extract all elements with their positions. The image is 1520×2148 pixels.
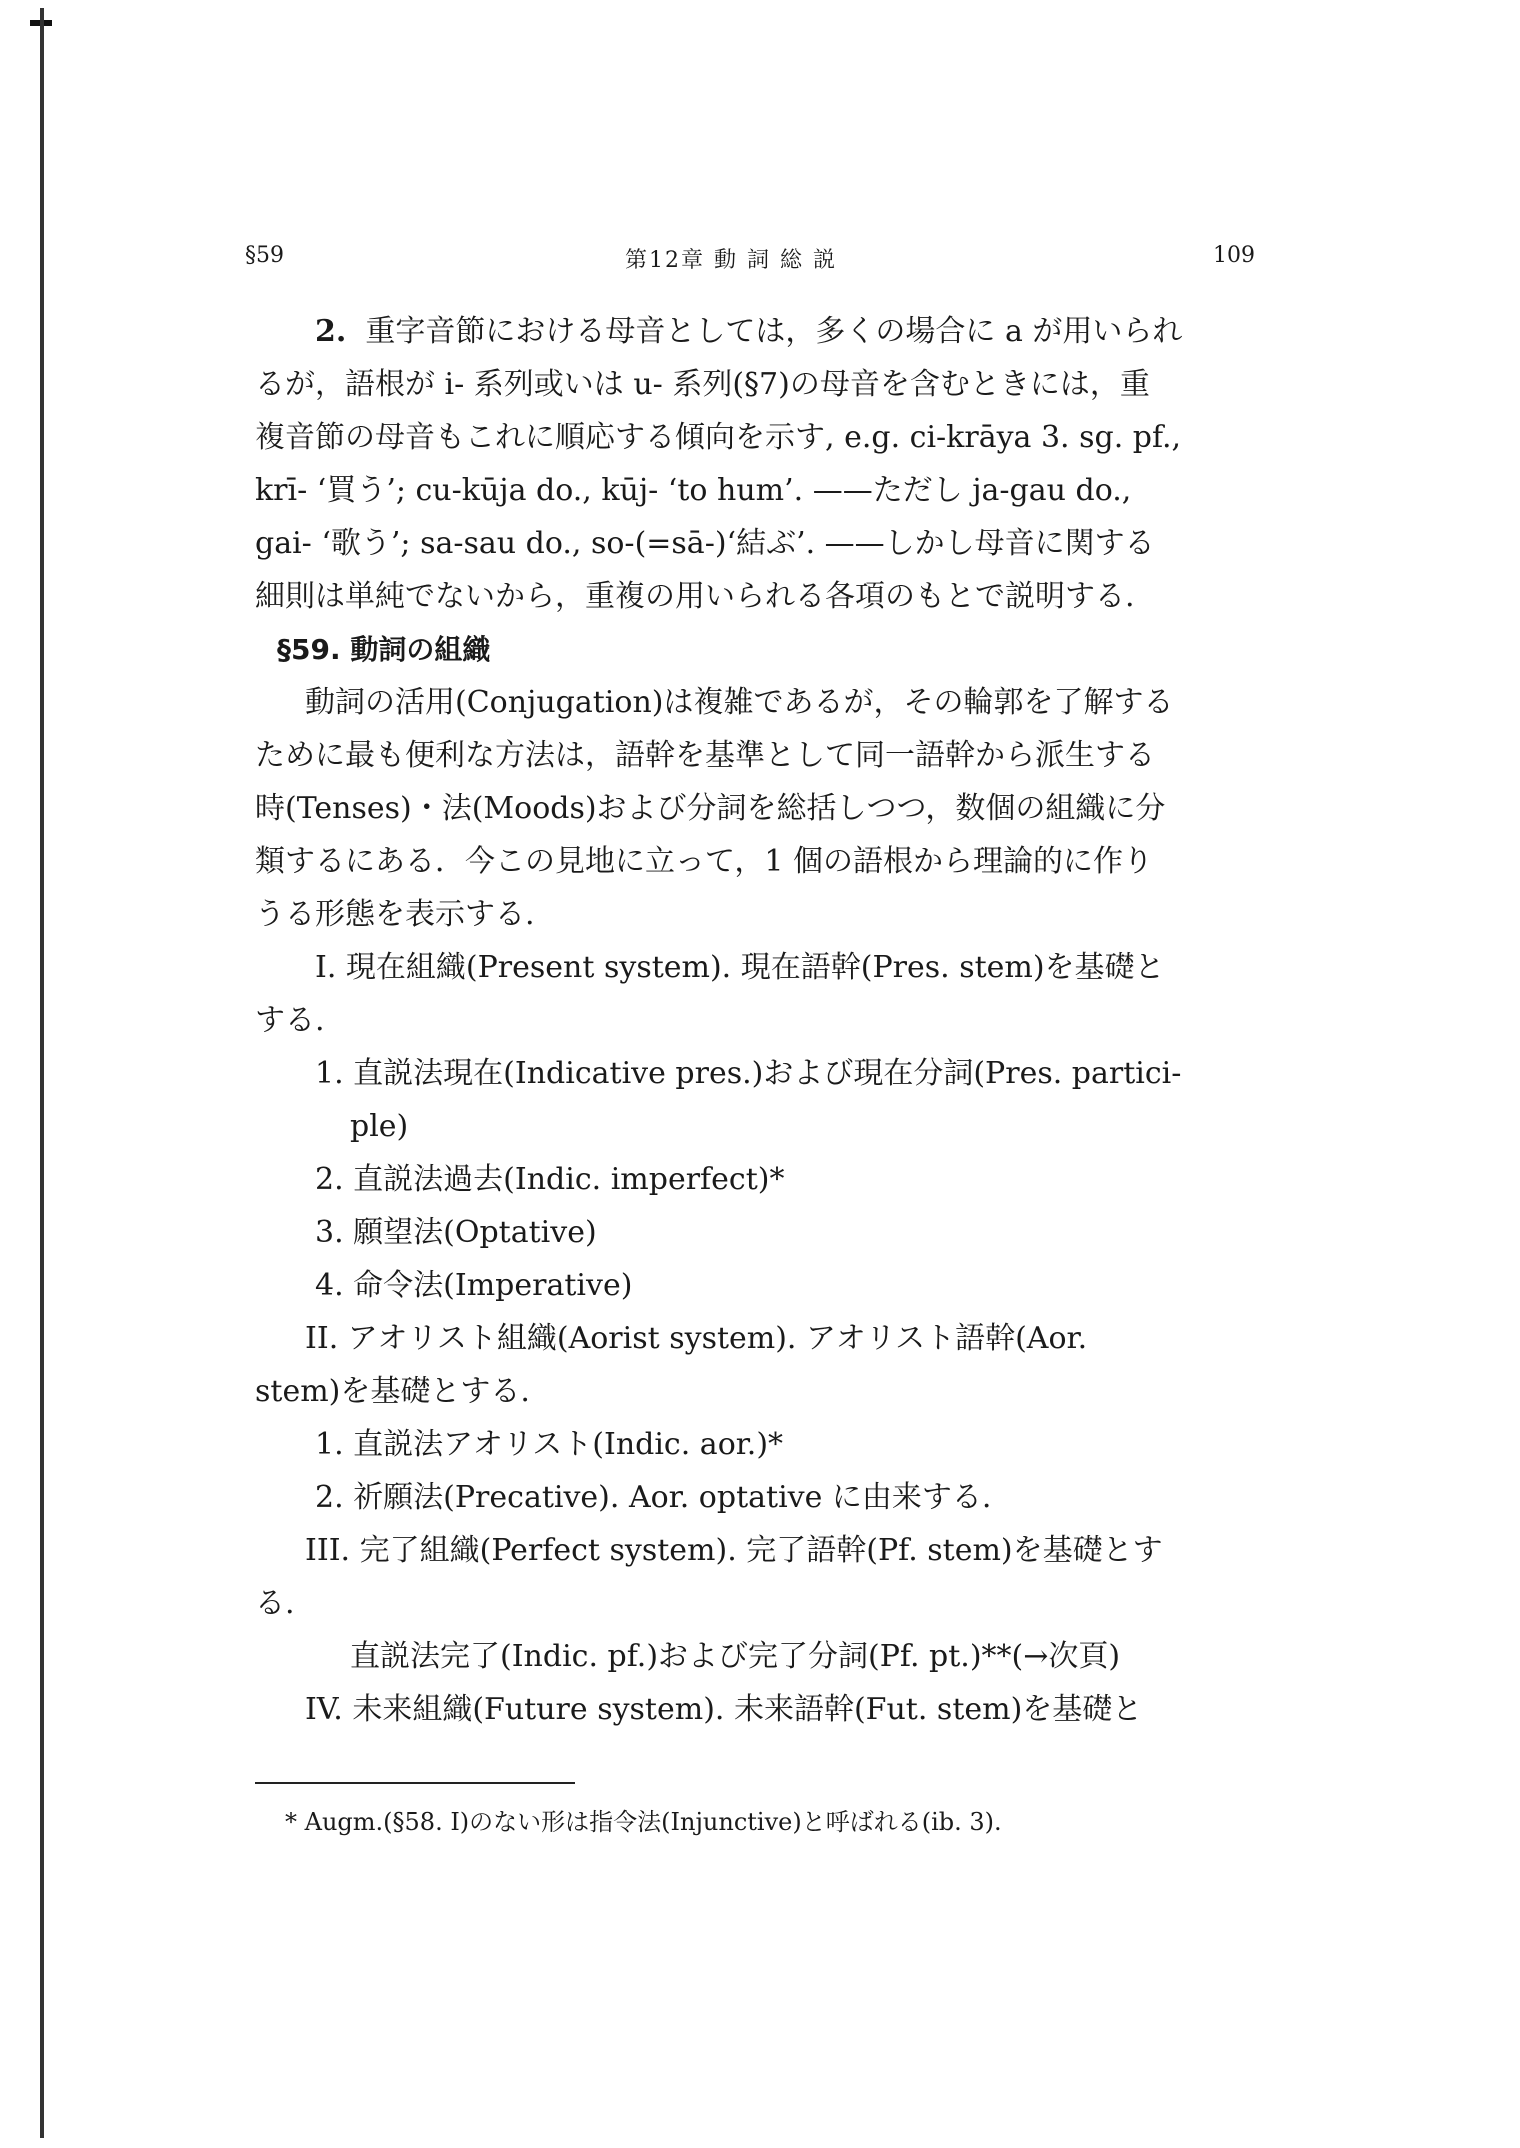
system-III-item: 直説法完了(Indic. pf.)および完了分詞(Pf. pt.)**(→次頁): [350, 1639, 1121, 1674]
page-number: 109: [1213, 243, 1255, 268]
system-III-line-2: る.: [255, 1586, 295, 1621]
paragraph-2-line-5: gai- ‘歌う’; sa-sau do., so-(=sā-)‘結ぶ’. ——しかし母音に関する: [255, 526, 1155, 561]
system-IV-line-1: IV. 未来組織(Future system). 未来語幹(Fut. stem)を基礎と: [305, 1692, 1143, 1727]
paragraph-2-line-3: 複音節の母音もこれに順応する傾向を示す, e.g. ci-krāya 3. sg. pf.,: [255, 420, 1182, 455]
system-II-line-2: stem)を基礎とする.: [255, 1374, 530, 1409]
intro-line-5: うる形態を表示する.: [255, 897, 535, 932]
footnote-divider: [255, 1782, 575, 1784]
paragraph-2-line-4: krī- ‘買う’; cu-kūja do., kūj- ‘to hum’. ——ただし ja-gau do.,: [255, 473, 1132, 508]
system-I-line-2: する.: [255, 1003, 325, 1038]
intro-line-3: 時(Tenses)・法(Moods)および分詞を総括しつつ，数個の組織に分: [255, 791, 1166, 826]
system-I-line-1: I. 現在組織(Present system). 現在語幹(Pres. stem)を基礎と: [315, 950, 1165, 985]
system-I-item-3: 3. 願望法(Optative): [315, 1215, 597, 1250]
binding-mark: [40, 8, 44, 2138]
paragraph-2-line-2: るが，語根が i- 系列或いは u- 系列(§7)の母音を含むときには，重: [255, 367, 1150, 402]
header-chapter: 第12章 動 詞 総 説: [625, 248, 837, 273]
header-section: §59: [245, 243, 284, 268]
system-I-item-4: 4. 命令法(Imperative): [315, 1268, 633, 1303]
footnote: * Augm.(§58. I)のない形は指令法(Injunctive)と呼ばれる(ib. 3).: [285, 1808, 1002, 1836]
intro-line-4: 類するにある．今この見地に立って，1 個の語根から理論的に作り: [255, 844, 1154, 879]
system-I-item-1: 1. 直説法現在(Indicative pres.)および現在分詞(Pres. partici-: [315, 1056, 1182, 1091]
page-body: [255, 305, 1245, 1736]
system-III-line-1: III. 完了組織(Perfect system). 完了語幹(Pf. stem)を基礎とす: [305, 1533, 1163, 1568]
intro-line-2: ために最も便利な方法は，語幹を基準として同一語幹から派生する: [255, 738, 1155, 773]
paragraph-2-line-6: 細則は単純でないから，重複の用いられる各項のもとで説明する.: [255, 579, 1135, 614]
system-II-line-1: II. アオリスト組織(Aorist system). アオリスト語幹(Aor.: [305, 1321, 1088, 1356]
page-header: [245, 243, 1255, 283]
system-I-item-1-cont: ple): [350, 1109, 409, 1144]
system-I-item-2: 2. 直説法過去(Indic. imperfect)*: [315, 1162, 785, 1197]
intro-line-1: 動詞の活用(Conjugation)は複雑であるが，その輪郭を了解する: [305, 685, 1174, 720]
system-II-item-1: 1. 直説法アオリスト(Indic. aor.)*: [315, 1427, 784, 1462]
system-II-item-2: 2. 祈願法(Precative). Aor. optative に由来する.: [315, 1480, 992, 1515]
paragraph-2-line-1: 2. 重字音節における母音としては，多くの場合に a が用いられ: [315, 314, 1183, 349]
section-heading: §59. 動詞の組織: [277, 633, 491, 666]
